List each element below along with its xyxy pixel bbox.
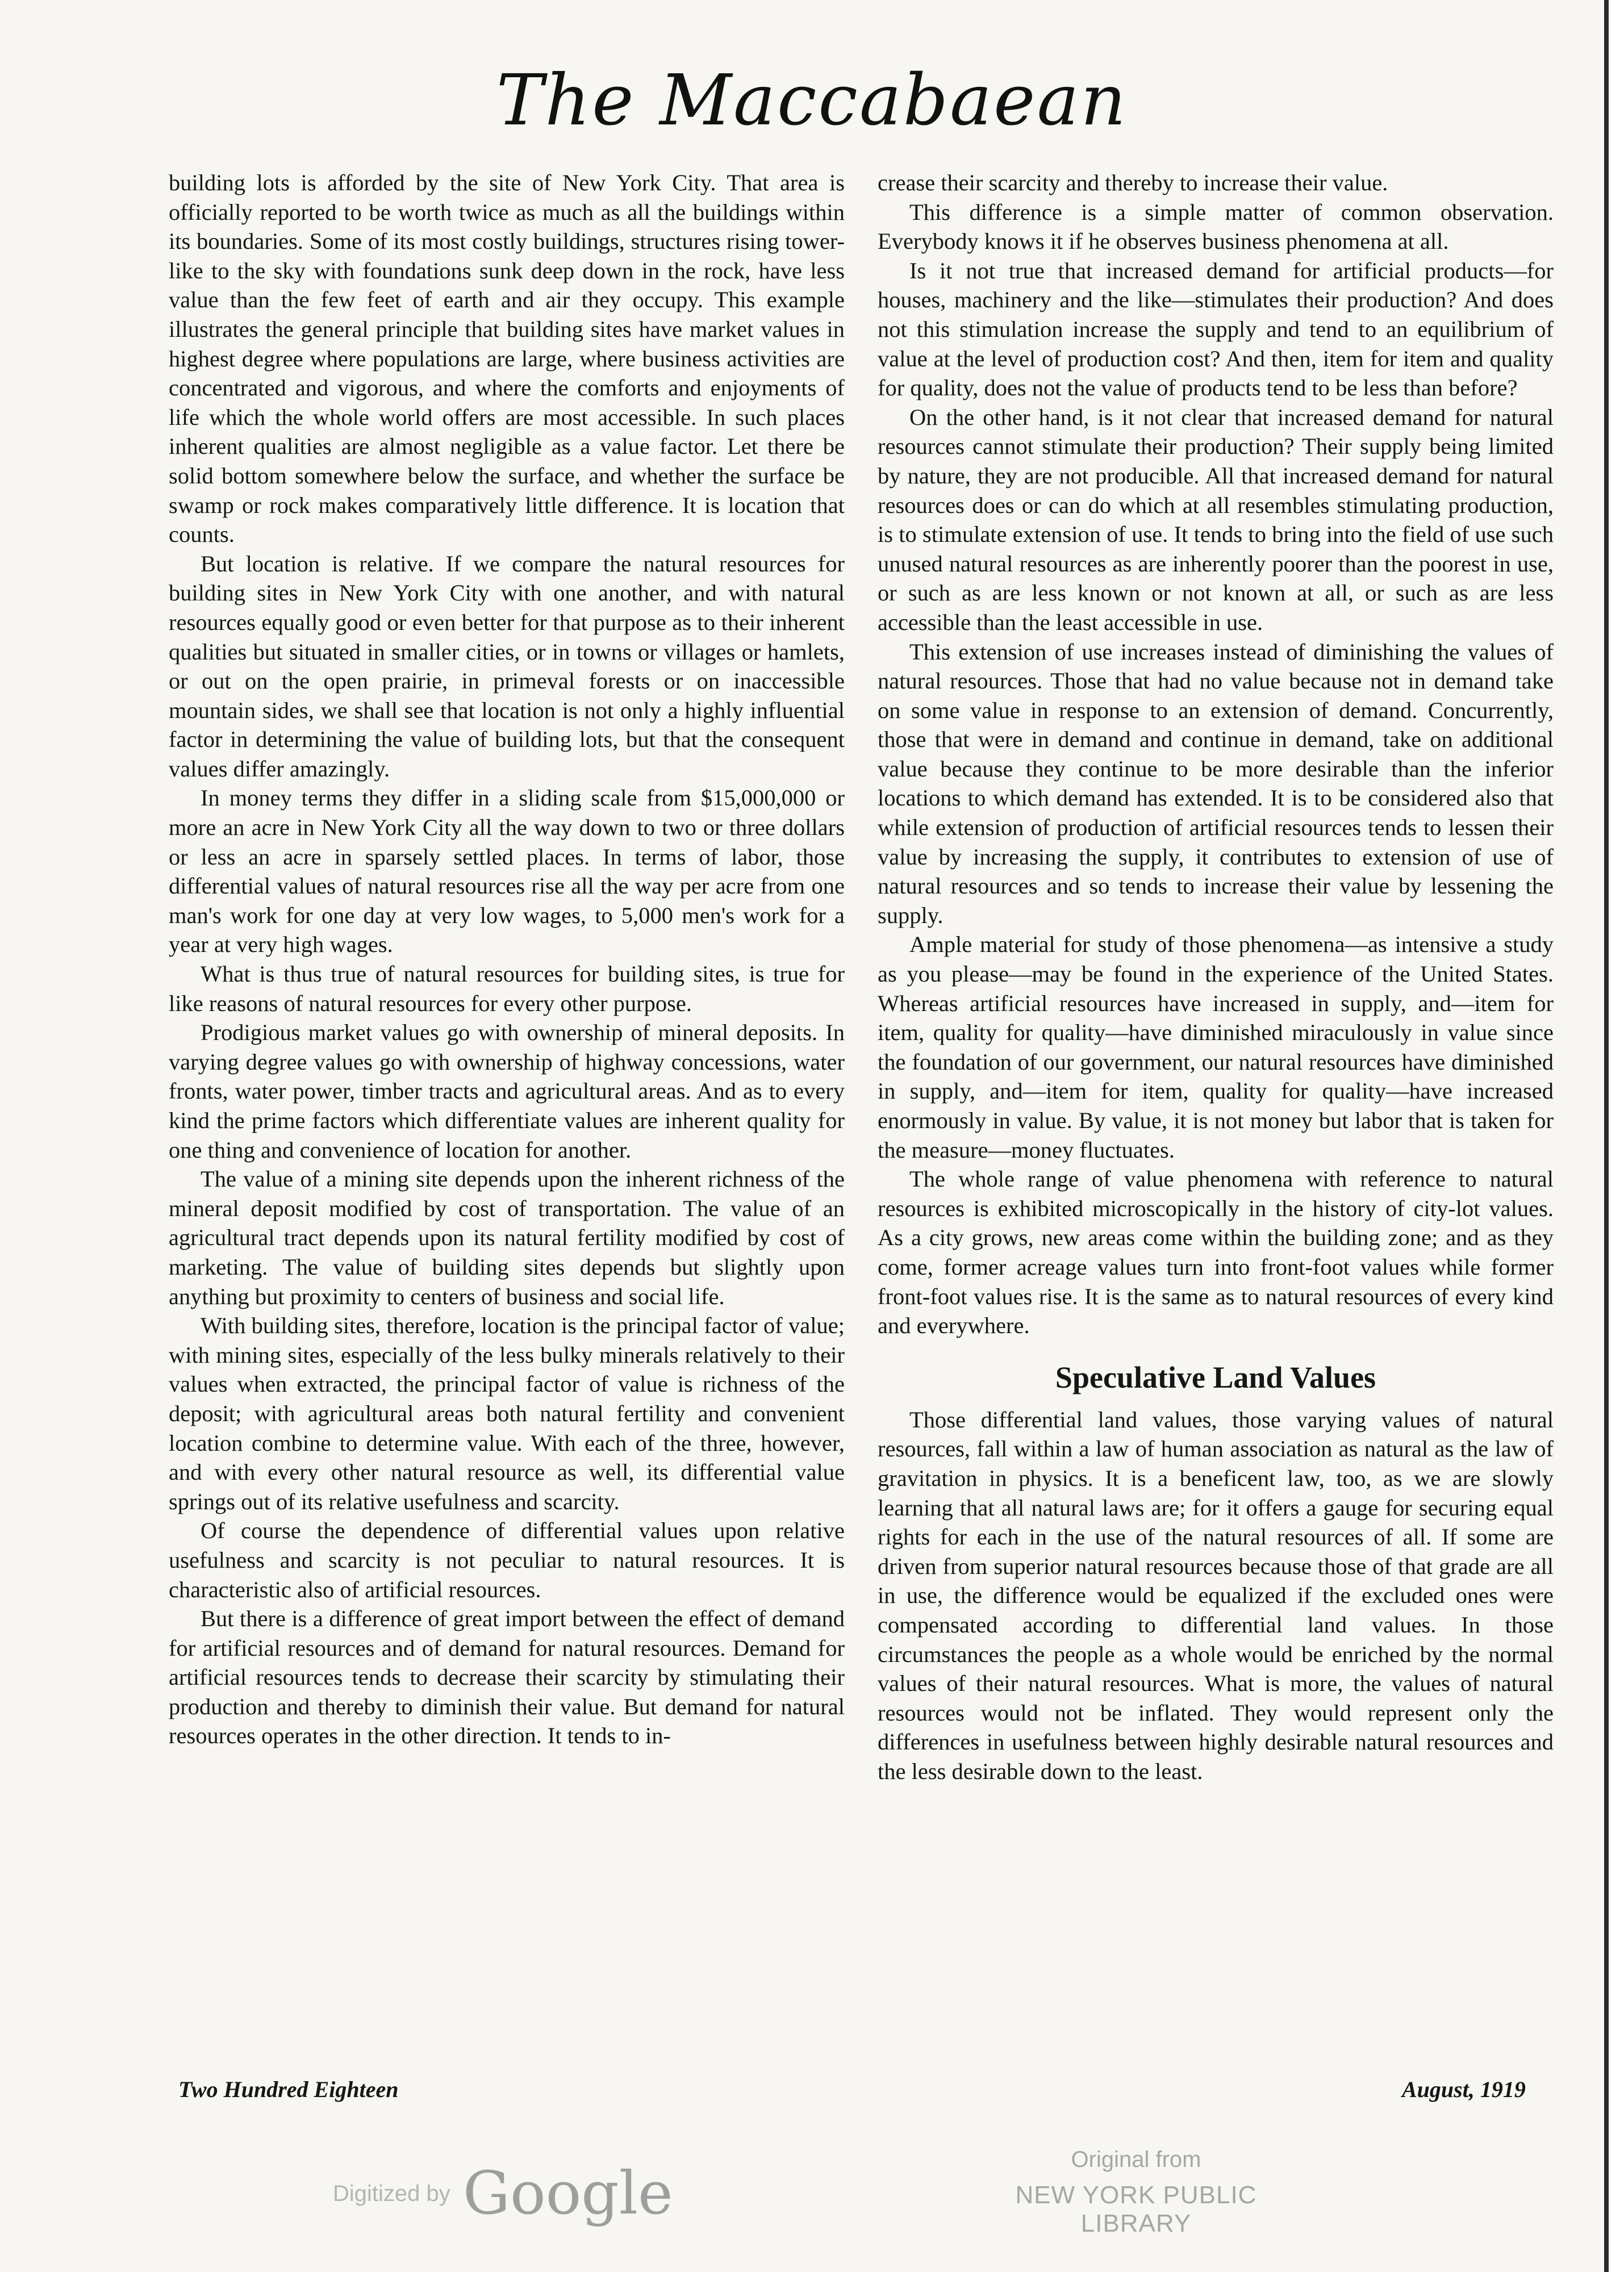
original-from-label: Original from: [1071, 2147, 1201, 2172]
paragraph: In money terms they differ in a sliding scale from $15,000,000 or more an acre in New York City all the way down to two or three dollars or less an acre in sparsely settled places. In terms of labor, those differential values of natural resources rise all the way per acre from one man's work for one day at very low wages, to 5,000 men's work for a year at very high wages.: [169, 785, 845, 958]
paragraph: The whole range of value phenomena with reference to natural resources is exhibited microscopically in the history of city-lot values. As a city grows, new areas come within the building zone; and as they come, former acreage values turn into front-foot values while former front-foot values rise. It is the same as to natural resources of every kind and everywhere.: [878, 1166, 1554, 1339]
paragraph: The value of a mining site depends upon the inherent richness of the mineral deposit modified by cost of transportation. The value of an agricultural tract depends upon its natural fertility modified by cost of marketing. The value of building sites depends but slightly upon anything but proximity to centers of business and social life.: [169, 1166, 845, 1309]
paragraph: This extension of use increases instead of diminishing the values of natural resources. Those that had no value because not in demand take on some value in response to an extension of demand. Concurrently, those that were in demand and continue in demand, take on additional value because they continue to be more desirable than the inferior locations to which demand has extended. It is to be considered also that while extension of production of artificial resources tends to lessen their value by increasing the supply, it contributes to extension of use of natural resources and so tends to increase their value by lessening the supply.: [878, 638, 1554, 928]
issue-date: August, 1919: [1402, 2077, 1526, 2102]
paragraph: But there is a difference of great import between the effect of demand for artificial resources and of demand for natural resources. Demand for artificial resources tends to decrease their scarcity by stimulating their production and thereby to diminish their value. But demand for natural resources operates in the other direction. It tends to in-: [169, 1606, 845, 1749]
paragraph: Of course the dependence of differential values upon relative usefulness and scarcity is not peculiar to natural resources. It is characteristic also of artificial resources.: [169, 1518, 845, 1602]
paragraph: But location is relative. If we compare the natural resources for building sites in New York City with one another, and with natural resources equally good or even better for that purpose as to their inherent qualities but situated in smaller cities, or in towns or villages or hamlets, or out on the open prairie, in primeval forests or on inaccessible mountain sides, we shall see that location is not only a highly influential factor in determining the value of building lots, but that the consequent values differ amazingly.: [169, 550, 845, 782]
masthead-title: The Maccabaean: [496, 60, 1128, 141]
paragraph: Ample material for study of those phenomena—as intensive a study as you please—may be found in the experience of the United States. Whereas artificial resources have increased in supply, and—item for item, quality for quality—have diminished miraculously in value since the foundation of our government, our natural resources have diminished in supply, and—item for item, quality for quality—have increased enormously in value. By value, it is not money but labor that is taken for the measure—money fluctuates.: [878, 932, 1554, 1163]
left-column: [169, 168, 845, 1751]
paragraph: Those differential land values, those varying values of natural resources, fall within a law of human association as natural as the law of gravitation in physics. It is a beneficent law, too, as we are slowly learning that all natural laws are; for it offers a gauge for securing equal rights for each in the use of the natural resources of all. If some are driven from superior natural resources because those of that grade are all in use, the difference would be equalized if the excluded ones were compensated according to differential land values. In those circumstances the people as a whole would be enriched by the normal values of their natural resources. What is more, the values of natural resources would not be inflated. They would represent only the differences in usefulness between highly desirable natural resources and the less desirable down to the least.: [878, 1406, 1554, 1784]
paragraph: Prodigious market values go with ownership of mineral deposits. In varying degree values go with ownership of highway concessions, water fronts, water power, timber tracts and agricultural areas. And as to every kind the prime factors which differentiate values are inherent quality for one thing and convenience of location for another.: [169, 1020, 845, 1163]
paragraph: This difference is a simple matter of common observation. Everybody knows it if he observes business phenomena at all.: [878, 199, 1554, 254]
paragraph: crease their scarcity and thereby to increase their value.: [878, 170, 1388, 195]
digitized-by-label: Digitized by: [333, 2181, 450, 2206]
section-heading: Speculative Land Values: [1055, 1360, 1376, 1394]
page-edge-shadow: [1604, 0, 1609, 2272]
paragraph: building lots is afforded by the site of New York City. That area is officially reported to be worth twice as much as all the buildings within its boundaries. Some of its most costly buildings, structures rising tower-like to the sky with foundations sunk deep down in the rock, have less value than the few feet of earth and air they occupy. This example illustrates the general principle that building sites have market values in highest degree where populations are large, where business activities are concentrated and vigorous, and where the comforts and enjoyments of life which the whole world offers are most accessible. In such places inherent qualities are almost negligible as a value factor. Let there be solid bottom somewhere below the surface, and whether the surface be swamp or rock makes comparatively little difference. It is location that counts.: [169, 170, 845, 548]
page-number-label: Two Hundred Eighteen: [178, 2077, 399, 2102]
right-column: [878, 168, 1554, 1786]
paragraph: What is thus true of natural resources for building sites, is true for like reasons of natural resources for every other purpose.: [169, 961, 845, 1016]
library-name: NEW YORK PUBLIC LIBRARY: [1015, 2181, 1257, 2237]
paragraph: On the other hand, is it not clear that increased demand for natural resources cannot stimulate their production? Their supply being limited by nature, they are not producible. All that increased demand for natural resources does or can do which at all resembles stimulating production, is to stimulate extension of use. It tends to bring into the field of use such unused natural resources as are inherently poorer than the poorest in use, or such as are less known or not known at all, or such as are less accessible than the least accessible in use.: [878, 404, 1554, 635]
paragraph: Is it not true that increased demand for artificial products—for houses, machinery and the like—stimulates their production? And does not this stimulation increase the supply and tend to an equilibrium of value at the level of production cost? And then, item for item and quality for quality, does not the value of products tend to be less than before?: [878, 257, 1554, 401]
paragraph: With building sites, therefore, location is the principal factor of value; with mining sites, especially of the less bulky minerals relatively to their values when extracted, the principal factor of value is richness of the deposit; with agricultural areas both natural fertility and convenient location combine to determine value. With each of the three, however, and with every other natural resource as well, its differential value springs out of its relative usefulness and scarcity.: [169, 1313, 845, 1514]
page-edge-margin: [1609, 0, 1624, 2272]
google-logo: Google: [463, 2158, 673, 2228]
